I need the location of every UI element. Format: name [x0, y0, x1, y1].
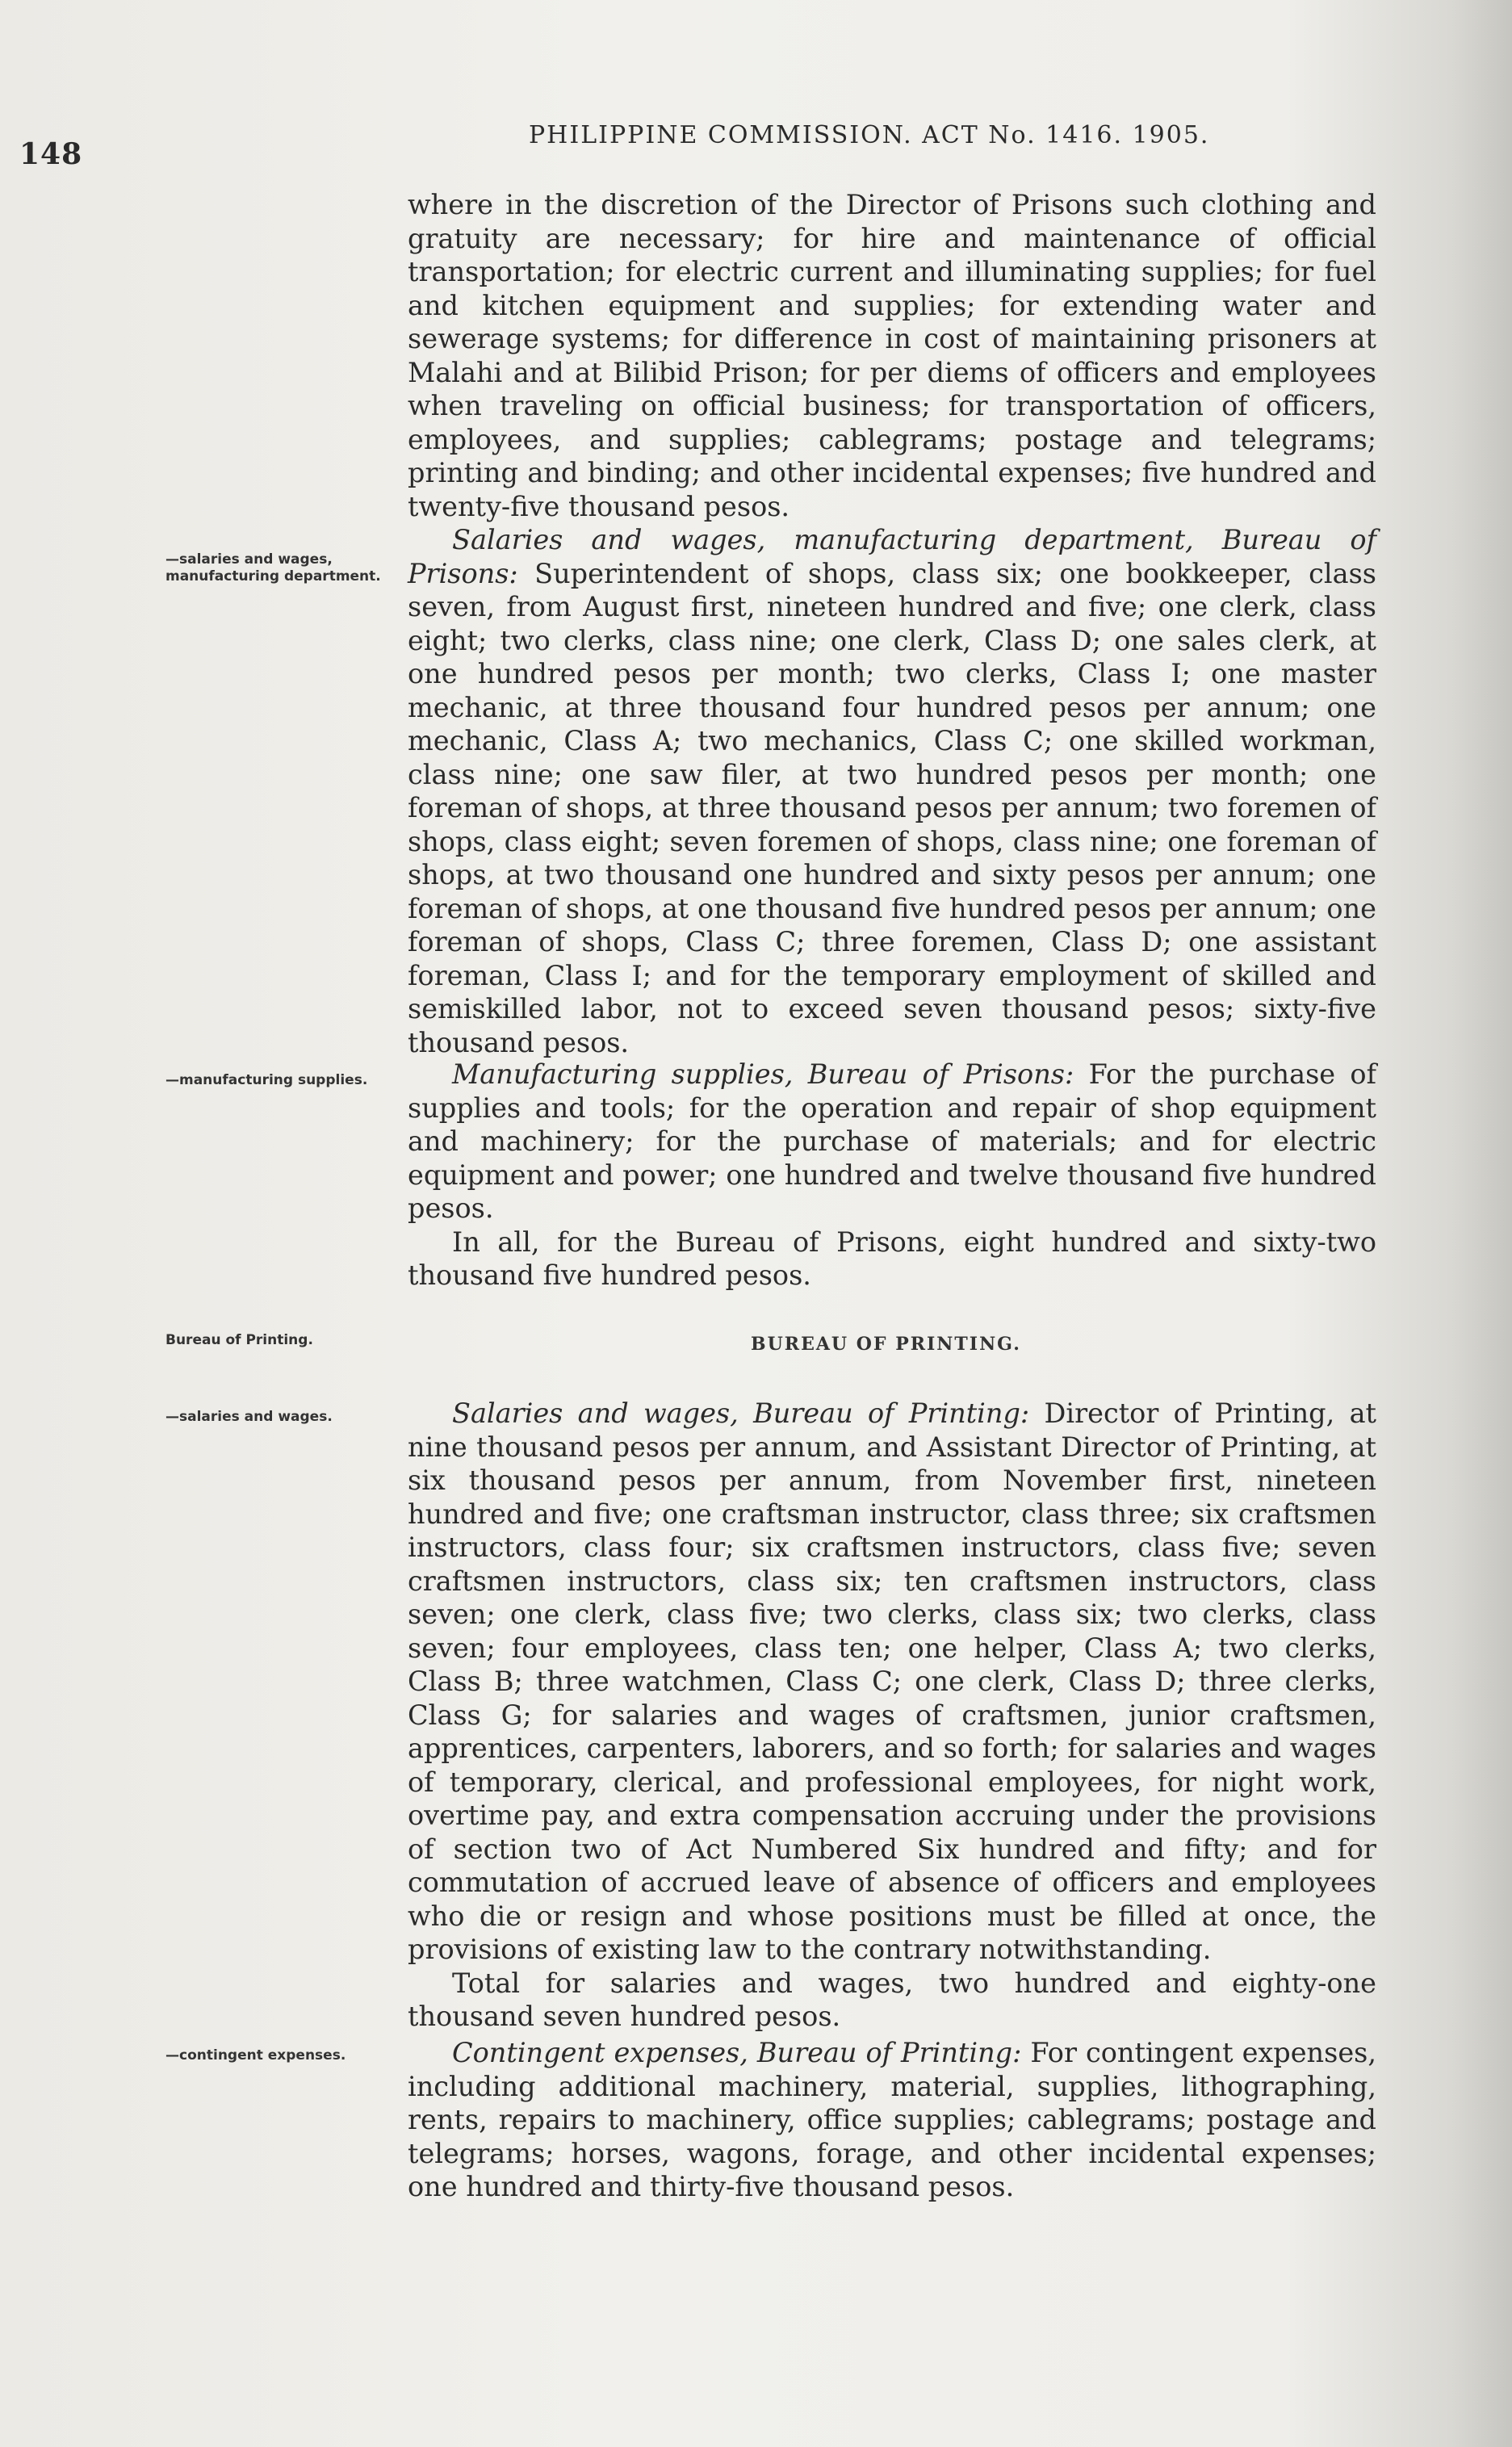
- paragraph-heading: Manufacturing supplies, Bureau of Prisons:: [452, 1058, 1074, 1090]
- paragraph-text: Superintendent of shops, class six; one bookkeeper, class seven, from August first, nineteen hundred and five; one clerk, class eight; two clerks, class nine; one clerk, Class D; one sales clerk, at one hundred pesos per month; two clerks, Class I; one master mechanic, at three thousand four hundred pesos per annum; one mechanic, Class A; two mechanics, Class C; one skilled workman, class nine; one saw filer, at two hundred pesos per month; one foreman of shops, at three thousand pesos per annum; two foremen of shops, class eight; seven foremen of shops, class nine; one foreman of shops, at two thousand one hundred and sixty pesos per annum; one foreman of shops, at one thousand five hundred pesos per annum; one foreman of shops, Class C; three foremen, Class D; one assistant foreman, Class I; and for the temporary employment of skilled and semiskilled labor, not to exceed seven thousand pesos; sixty-five thousand pesos.: [408, 557, 1376, 1058]
- margin-note-contingent: —contingent expenses.: [165, 2047, 346, 2064]
- margin-note-manufacturing-supplies: —manufacturing supplies.: [165, 1072, 368, 1088]
- paragraph-text: For contingent expenses, including additional machinery, material, supplies, lithographing, rents, repairs to machinery, office supplies; cablegrams; postage and telegrams; horses, wagons, forage, and other incidental expenses; one hundred and thirty-five thousand pesos.: [408, 2037, 1376, 2202]
- paragraph-salaries-printing: [408, 1397, 1376, 2034]
- paragraph-text: where in the discretion of the Director of Prisons such clothing and gratuity are necessary; for hire and maintenance of official transportation; for electric current and illuminating supplies; for fuel and kitchen equipment and supplies; for extending water and sewerage systems; for difference in cost of maintaining prisoners at Malahi and at Bilibid Prison; for per diems of officers and employees when traveling on official business; for transportation of officers, employees, and supplies; cablegrams; postage and telegrams; printing and binding; and other incidental expenses; five hundred and twenty-five thousand pesos.: [408, 189, 1376, 522]
- paragraph-prison-expenses: [408, 188, 1376, 523]
- printing-salaries-total: Total for salaries and wages, two hundred and eighty-one thousand seven hundred pesos.: [408, 1967, 1376, 2032]
- section-title: BUREAU OF PRINTING.: [751, 1334, 1021, 1355]
- paragraph-contingent-expenses: [408, 2036, 1376, 2204]
- paragraph-body: [408, 2036, 1376, 2204]
- margin-note-bureau-of-printing: Bureau of Printing.: [165, 1332, 313, 1348]
- paragraph-body: [408, 523, 1376, 1059]
- paragraph-salaries-manufacturing: [408, 523, 1376, 1059]
- margin-note-salaries-printing: —salaries and wages.: [165, 1409, 333, 1425]
- page-number: 148: [19, 137, 83, 171]
- paragraph-manufacturing-supplies: [408, 1058, 1376, 1293]
- prisons-total: In all, for the Bureau of Prisons, eight hundred and sixty-two thousand five hundred pesos.: [408, 1226, 1376, 1291]
- paragraph-body: [408, 1397, 1376, 1967]
- paragraph-heading: Salaries and wages, manufacturing department, Bureau of Prisons:: [408, 524, 1376, 589]
- margin-note-salaries-manufacturing: —salaries and wages, manufacturing department.: [165, 551, 381, 585]
- running-head: PHILIPPINE COMMISSION. ACT No. 1416. 1905.: [529, 121, 1210, 149]
- paragraph-heading: Salaries and wages, Bureau of Printing:: [452, 1397, 1030, 1429]
- paragraph-text: For the purchase of supplies and tools; for the operation and repair of shop equipment and machinery; for the purchase of materials; and for electric equipment and power; one hundred and twelve thousand five hundred pesos.: [408, 1058, 1376, 1224]
- paragraph-heading: Contingent expenses, Bureau of Printing:: [452, 2037, 1022, 2068]
- paragraph-text: Director of Printing, at nine thousand pesos per annum, and Assistant Director of Printing, at six thousand pesos per annum, from November first, nineteen hundred and five; one craftsman instructor, class three; six craftsmen instructors, class four; six craftsmen instructors, class five; seven craftsmen instructors, class six; ten craftsmen instructors, class seven; one clerk, class five; two clerks, class six; two clerks, class seven; four employees, class ten; one helper, Class A; two clerks, Class B; three watchmen, Class C; one clerk, Class D; three clerks, Class G; for salaries and wages of craftsmen, junior craftsmen, apprentices, carpenters, laborers, and so forth; for salaries and wages of temporary, clerical, and professional employees, for night work, overtime pay, and extra compensation accruing under the provisions of section two of Act Numbered Six hundred and fifty; and for commutation of accrued leave of absence of officers and employees who die or resign and whose positions must be filled at once, the provisions of existing law to the contrary notwithstanding.: [408, 1397, 1377, 1965]
- paragraph-body: [408, 1058, 1376, 1226]
